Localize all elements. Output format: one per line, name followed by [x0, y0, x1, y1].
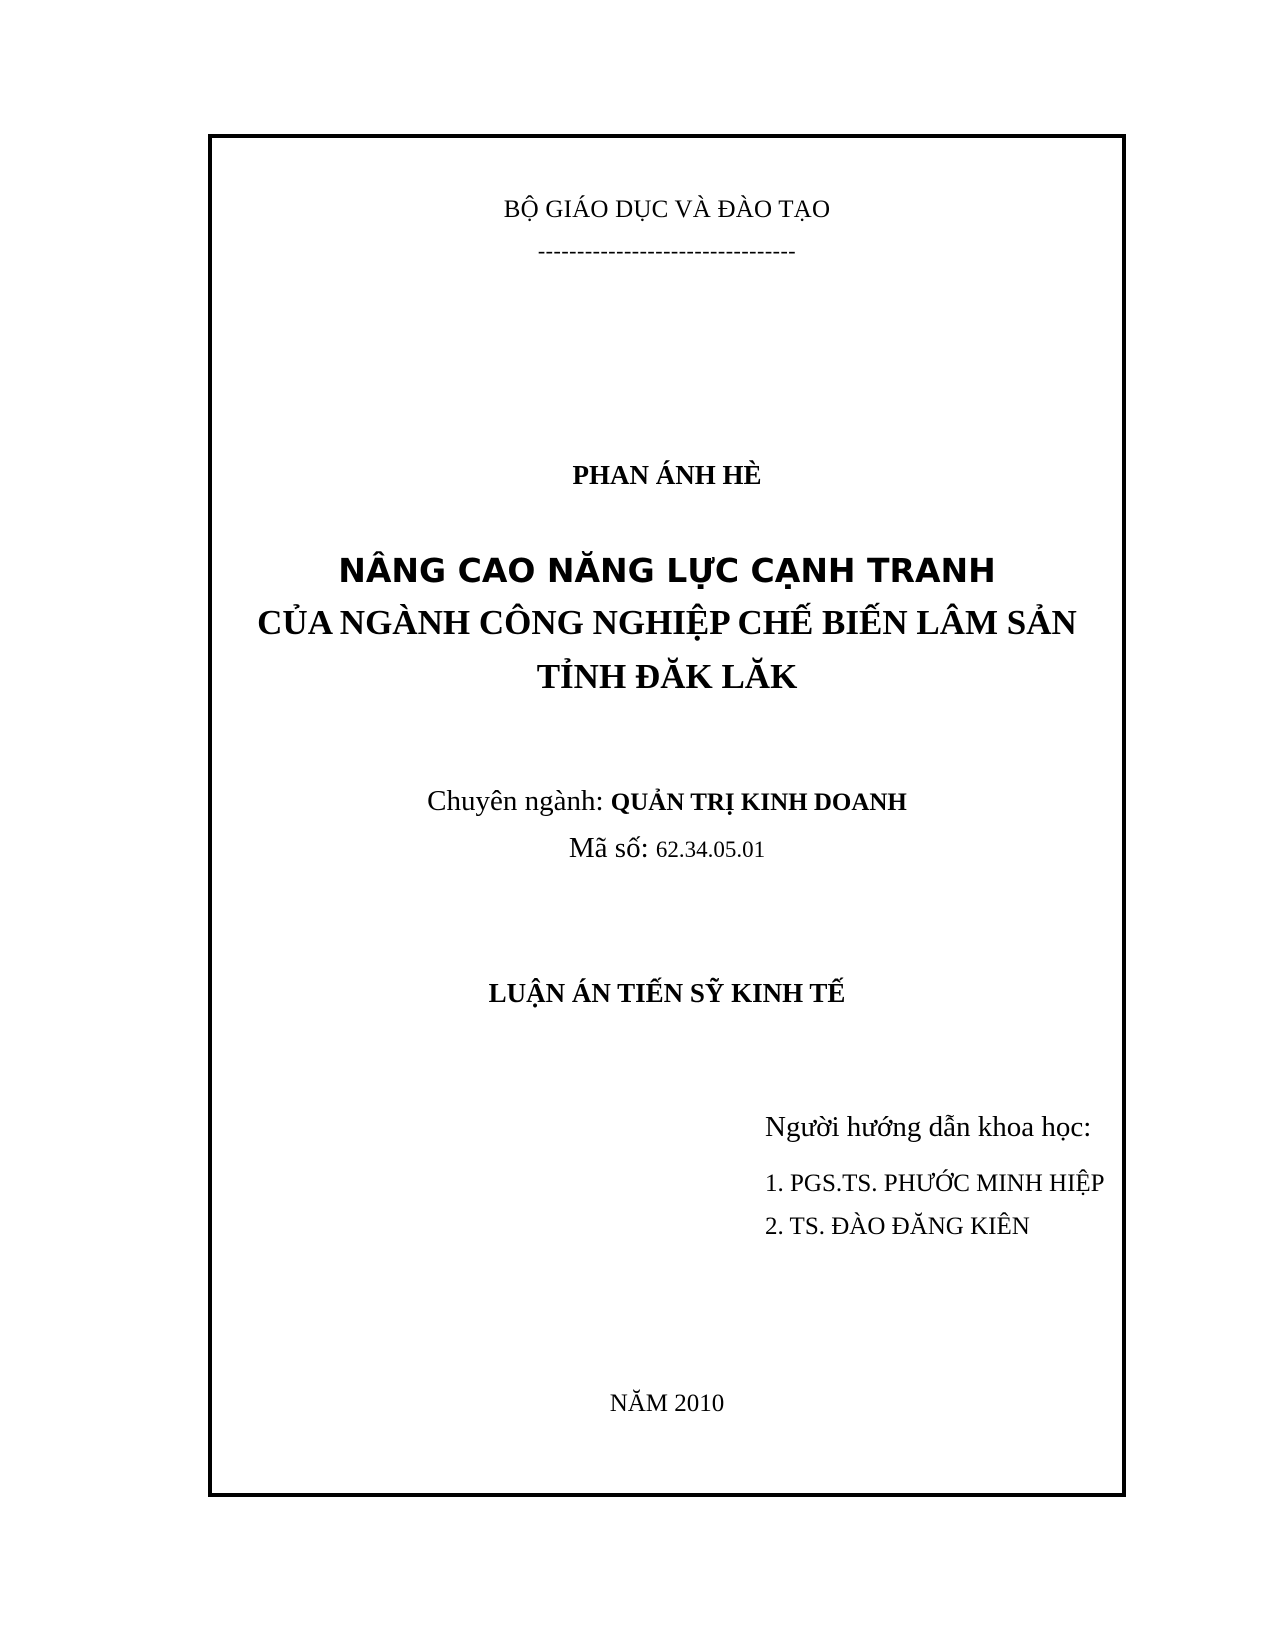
specialty-code	[212, 832, 1122, 865]
thesis-title-line-1: NÂNG CAO NĂNG LỰC CẠNH TRANH	[338, 551, 996, 590]
ministry-name: BỘ GIÁO DỤC VÀ ĐÀO TẠO	[503, 196, 831, 223]
specialty-label: Chuyên ngành:	[427, 785, 604, 817]
advisors-heading: Người hướng dẫn khoa học:	[765, 1111, 1092, 1143]
degree-type: LUẬN ÁN TIẾN SỸ KINH TẾ	[488, 978, 846, 1008]
thesis-title-line-3: TỈNH ĐĂK LĂK	[536, 657, 798, 696]
publication-year: NĂM 2010	[609, 1390, 725, 1417]
specialty	[212, 785, 1122, 818]
cover-page-frame	[208, 134, 1126, 1497]
separator-line: ---------------------------------	[537, 238, 797, 263]
advisor-item: 1. PGS.TS. PHƯỚC MINH HIỆP	[765, 1170, 1105, 1197]
advisor-item: 2. TS. ĐÀO ĐĂNG KIÊN	[765, 1213, 1030, 1240]
author-name: PHAN ÁNH HÈ	[572, 460, 762, 490]
code-label: Mã số:	[568, 832, 649, 864]
code-value: 62.34.05.01	[655, 837, 766, 862]
specialty-value: QUẢN TRỊ KINH DOANH	[610, 789, 907, 816]
thesis-title-line-2: CỦA NGÀNH CÔNG NGHIỆP CHẾ BIẾN LÂM SẢN	[257, 603, 1077, 642]
